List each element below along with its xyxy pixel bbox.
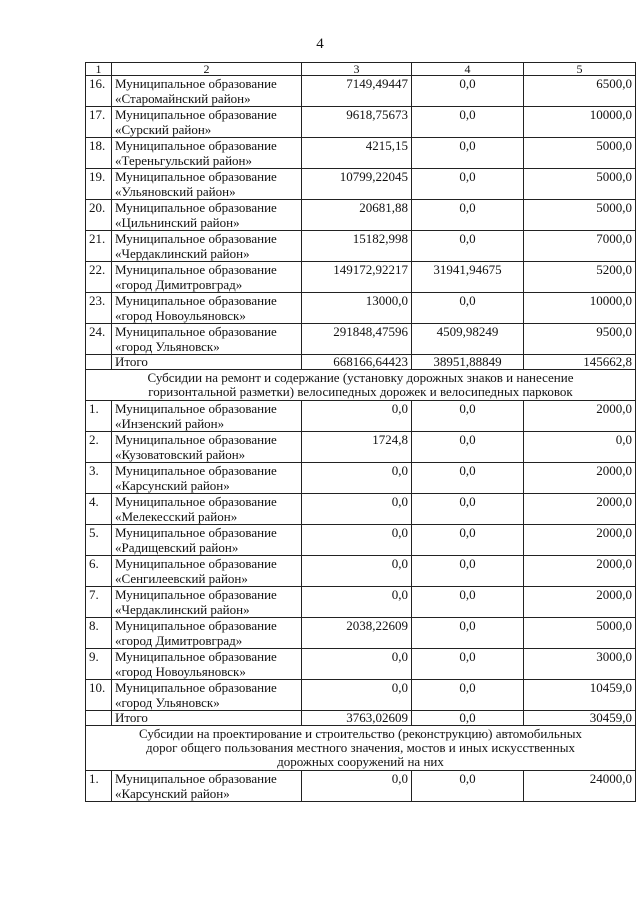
value-col-5: 5000,0 — [524, 618, 636, 649]
name-line: Муниципальное образование — [115, 324, 277, 339]
value-col-4: 0,0 — [412, 680, 524, 711]
section-heading — [86, 726, 636, 771]
name-line: Муниципальное образование — [115, 587, 277, 602]
column-number: 1 — [86, 63, 112, 76]
value-col-3: 0,0 — [302, 587, 412, 618]
table-row — [86, 587, 636, 618]
municipality-name — [112, 401, 302, 432]
value-col-5: 2000,0 — [524, 525, 636, 556]
value-col-3: 1724,8 — [302, 432, 412, 463]
value-col-5: 10000,0 — [524, 107, 636, 138]
municipality-name — [112, 618, 302, 649]
municipality-name — [112, 231, 302, 262]
row-number: 10. — [86, 680, 112, 711]
value-col-3: 0,0 — [302, 494, 412, 525]
value-col-4: 0,0 — [412, 138, 524, 169]
municipality-name — [112, 649, 302, 680]
table-row — [86, 200, 636, 231]
section-heading-line: Субсидии на ремонт и содержание (установку дорожных знаков и нанесение — [147, 370, 574, 385]
value-col-4: 0,0 — [412, 200, 524, 231]
row-number: 6. — [86, 556, 112, 587]
municipality-name — [112, 556, 302, 587]
row-number: 24. — [86, 324, 112, 355]
municipality-name — [112, 200, 302, 231]
name-line: Муниципальное образование — [115, 463, 277, 478]
value-col-3: 0,0 — [302, 680, 412, 711]
value-col-4: 0,0 — [412, 494, 524, 525]
value-col-5: 5200,0 — [524, 262, 636, 293]
row-number: 18. — [86, 138, 112, 169]
table-row — [86, 680, 636, 711]
value-col-5: 6500,0 — [524, 76, 636, 107]
table-row — [86, 618, 636, 649]
name-line: Муниципальное образование — [115, 262, 277, 277]
name-line: «город Новоульяновск» — [115, 664, 246, 679]
table-row — [86, 138, 636, 169]
name-line: Муниципальное образование — [115, 432, 277, 447]
table-row — [86, 463, 636, 494]
total-row — [86, 355, 636, 370]
name-line: Муниципальное образование — [115, 494, 277, 509]
value-col-4: 0,0 — [412, 556, 524, 587]
name-line: Муниципальное образование — [115, 138, 277, 153]
name-line: «Кузоватовский район» — [115, 447, 246, 462]
value-col-5: 5000,0 — [524, 200, 636, 231]
name-line: «Радищевский район» — [115, 540, 239, 555]
table-row — [86, 262, 636, 293]
name-line: Муниципальное образование — [115, 680, 277, 695]
value-col-4: 0,0 — [412, 618, 524, 649]
value-col-3: 13000,0 — [302, 293, 412, 324]
municipality-name — [112, 107, 302, 138]
table-body — [86, 63, 636, 802]
value-col-5: 3000,0 — [524, 649, 636, 680]
municipality-name — [112, 494, 302, 525]
row-number: 1. — [86, 401, 112, 432]
name-line: «Чердаклинский район» — [115, 246, 250, 261]
table-row — [86, 556, 636, 587]
value-col-4: 0,0 — [412, 76, 524, 107]
value-col-3: 2038,22609 — [302, 618, 412, 649]
municipality-name — [112, 138, 302, 169]
name-line: «город Ульяновск» — [115, 339, 220, 354]
name-line: Муниципальное образование — [115, 200, 277, 215]
name-line: «Тереньгульский район» — [115, 153, 252, 168]
value-col-3: 15182,998 — [302, 231, 412, 262]
municipality-name — [112, 76, 302, 107]
name-line: Муниципальное образование — [115, 525, 277, 540]
total-label: Итого — [112, 711, 302, 726]
value-col-5: 10000,0 — [524, 293, 636, 324]
name-line: «Карсунский район» — [115, 786, 230, 801]
municipality-name — [112, 771, 302, 802]
row-number: 2. — [86, 432, 112, 463]
column-number: 4 — [412, 63, 524, 76]
total-label: Итого — [112, 355, 302, 370]
row-number: 19. — [86, 169, 112, 200]
municipality-name — [112, 262, 302, 293]
value-col-4: 0,0 — [412, 587, 524, 618]
value-col-3: 10799,22045 — [302, 169, 412, 200]
name-line: «город Новоульяновск» — [115, 308, 246, 323]
row-number: 16. — [86, 76, 112, 107]
row-number: 20. — [86, 200, 112, 231]
municipality-name — [112, 463, 302, 494]
row-number: 1. — [86, 771, 112, 802]
name-line: Муниципальное образование — [115, 618, 277, 633]
row-number: 8. — [86, 618, 112, 649]
empty-cell — [86, 355, 112, 370]
row-number: 23. — [86, 293, 112, 324]
value-col-4: 31941,94675 — [412, 262, 524, 293]
value-col-4: 0,0 — [412, 463, 524, 494]
name-line: «Сенгилеевский район» — [115, 571, 248, 586]
total-row — [86, 711, 636, 726]
municipality-name — [112, 324, 302, 355]
value-col-3: 7149,49447 — [302, 76, 412, 107]
value-col-5: 24000,0 — [524, 771, 636, 802]
row-number: 17. — [86, 107, 112, 138]
value-col-3: 0,0 — [302, 649, 412, 680]
value-col-3: 149172,92217 — [302, 262, 412, 293]
name-line: «Карсунский район» — [115, 478, 230, 493]
total-col-4: 38951,88849 — [412, 355, 524, 370]
value-col-4: 0,0 — [412, 401, 524, 432]
row-number: 4. — [86, 494, 112, 525]
value-col-4: 0,0 — [412, 293, 524, 324]
name-line: Муниципальное образование — [115, 231, 277, 246]
value-col-5: 2000,0 — [524, 556, 636, 587]
row-number: 3. — [86, 463, 112, 494]
name-line: Муниципальное образование — [115, 293, 277, 308]
empty-cell — [86, 711, 112, 726]
value-col-5: 7000,0 — [524, 231, 636, 262]
value-col-4: 0,0 — [412, 231, 524, 262]
table-row — [86, 649, 636, 680]
column-number: 5 — [524, 63, 636, 76]
municipality-name — [112, 587, 302, 618]
name-line: «город Димитровград» — [115, 277, 243, 292]
name-line: Муниципальное образование — [115, 169, 277, 184]
table-row — [86, 169, 636, 200]
table-row — [86, 231, 636, 262]
value-col-4: 0,0 — [412, 169, 524, 200]
name-line: Муниципальное образование — [115, 107, 277, 122]
value-col-4: 0,0 — [412, 107, 524, 138]
table-row — [86, 432, 636, 463]
name-line: Муниципальное образование — [115, 401, 277, 416]
section-heading-row — [86, 370, 636, 401]
value-col-5: 5000,0 — [524, 138, 636, 169]
name-line: «Старомайнский район» — [115, 91, 251, 106]
value-col-3: 9618,75673 — [302, 107, 412, 138]
table-row — [86, 107, 636, 138]
value-col-4: 0,0 — [412, 432, 524, 463]
value-col-5: 2000,0 — [524, 463, 636, 494]
row-number: 21. — [86, 231, 112, 262]
total-col-3: 668166,64423 — [302, 355, 412, 370]
name-line: «Инзенский район» — [115, 416, 225, 431]
total-col-5: 30459,0 — [524, 711, 636, 726]
row-number: 7. — [86, 587, 112, 618]
name-line: Муниципальное образование — [115, 771, 277, 786]
total-col-5: 145662,8 — [524, 355, 636, 370]
row-number: 5. — [86, 525, 112, 556]
value-col-3: 4215,15 — [302, 138, 412, 169]
total-col-4: 0,0 — [412, 711, 524, 726]
value-col-5: 5000,0 — [524, 169, 636, 200]
table-row — [86, 324, 636, 355]
row-number: 22. — [86, 262, 112, 293]
name-line: Муниципальное образование — [115, 76, 277, 91]
name-line: Муниципальное образование — [115, 556, 277, 571]
section-heading-line: дорог общего пользования местного значения, мостов и иных искусственных — [146, 740, 575, 755]
value-col-4: 4509,98249 — [412, 324, 524, 355]
value-col-3: 291848,47596 — [302, 324, 412, 355]
table-row — [86, 76, 636, 107]
municipality-name — [112, 680, 302, 711]
value-col-3: 0,0 — [302, 556, 412, 587]
section-heading-line: дорожных сооружений на них — [277, 754, 444, 769]
value-col-3: 0,0 — [302, 463, 412, 494]
page-number: 4 — [316, 36, 324, 52]
name-line: «Чердаклинский район» — [115, 602, 250, 617]
value-col-5: 2000,0 — [524, 401, 636, 432]
value-col-3: 0,0 — [302, 401, 412, 432]
table-row — [86, 494, 636, 525]
value-col-5: 10459,0 — [524, 680, 636, 711]
value-col-3: 0,0 — [302, 771, 412, 802]
name-line: «Цильнинский район» — [115, 215, 240, 230]
value-col-4: 0,0 — [412, 771, 524, 802]
municipality-name — [112, 293, 302, 324]
value-col-5: 2000,0 — [524, 494, 636, 525]
section-heading-line: горизонтальной разметки) велосипедных дорожек и велосипедных парковок — [148, 384, 573, 399]
section-heading — [86, 370, 636, 401]
value-col-5: 0,0 — [524, 432, 636, 463]
value-col-5: 9500,0 — [524, 324, 636, 355]
name-line: «город Димитровград» — [115, 633, 243, 648]
table-row — [86, 525, 636, 556]
municipality-name — [112, 525, 302, 556]
value-col-5: 2000,0 — [524, 587, 636, 618]
name-line: «город Ульяновск» — [115, 695, 220, 710]
column-number: 2 — [112, 63, 302, 76]
section-heading-line: Субсидии на проектирование и строительство (реконструкцию) автомобильных — [139, 726, 582, 741]
table-row — [86, 401, 636, 432]
subsidy-table — [85, 62, 636, 802]
row-number: 9. — [86, 649, 112, 680]
name-line: «Ульяновский район» — [115, 184, 236, 199]
name-line: Муниципальное образование — [115, 649, 277, 664]
table-row — [86, 771, 636, 802]
section-heading-row — [86, 726, 636, 771]
value-col-3: 20681,88 — [302, 200, 412, 231]
municipality-name — [112, 169, 302, 200]
value-col-4: 0,0 — [412, 649, 524, 680]
column-number-row — [86, 63, 636, 76]
table-row — [86, 293, 636, 324]
column-number: 3 — [302, 63, 412, 76]
value-col-3: 0,0 — [302, 525, 412, 556]
municipality-name — [112, 432, 302, 463]
name-line: «Сурский район» — [115, 122, 212, 137]
value-col-4: 0,0 — [412, 525, 524, 556]
name-line: «Мелекесский район» — [115, 509, 238, 524]
total-col-3: 3763,02609 — [302, 711, 412, 726]
